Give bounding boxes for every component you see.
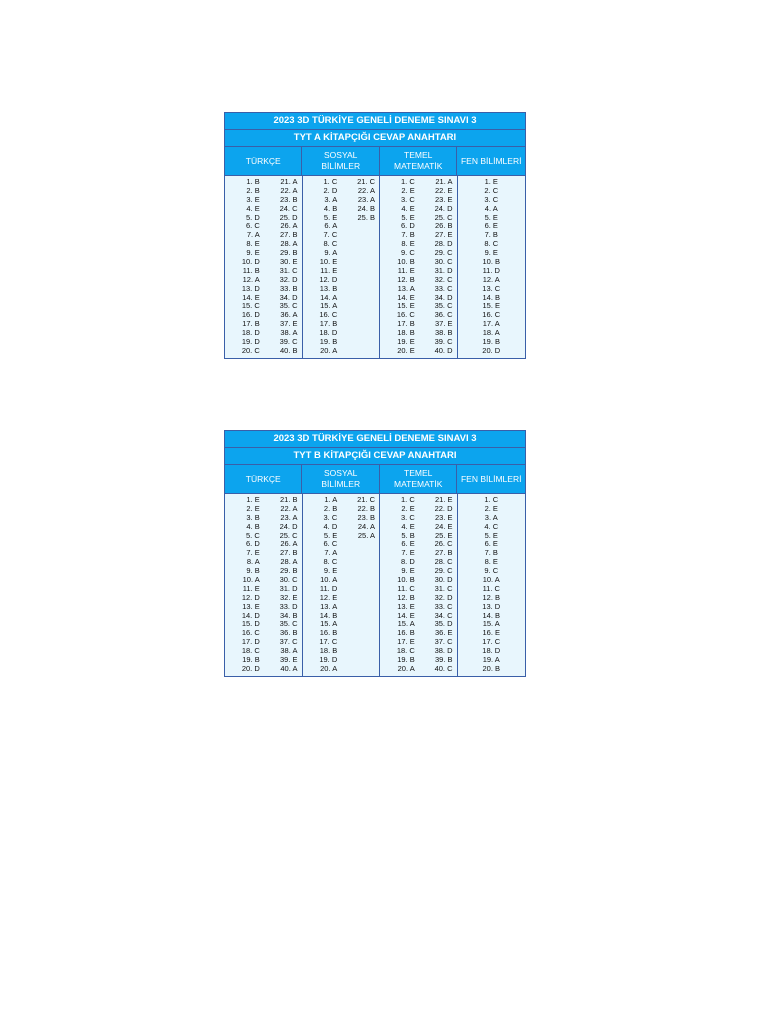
answer-item: 2. E — [401, 185, 415, 195]
answer-item: 30. C — [279, 575, 298, 585]
answer-item: 7. A — [246, 230, 260, 240]
answer-item: 39. E — [279, 655, 298, 665]
answer-item: 27. B — [279, 230, 298, 240]
answer-item: 21. C — [357, 495, 375, 504]
answer-item: 6. E — [484, 221, 498, 231]
answer-item: 20. A — [320, 345, 338, 355]
answer-item: 16. C — [396, 310, 415, 320]
answer-item: 18. B — [397, 328, 415, 338]
answer-key-card-b — [224, 430, 526, 677]
answer-item: 16. C — [241, 628, 260, 638]
answer-item: 12. D — [319, 274, 338, 284]
answer-item: 20. B — [482, 663, 500, 673]
answer-item: 35. C — [279, 301, 298, 311]
answer-item: 10. B — [397, 257, 415, 267]
header-fen-bilimleri: FEN BİLİMLERİ — [460, 155, 522, 166]
answer-item: 35. C — [434, 301, 453, 311]
answer-item: 4. B — [323, 203, 338, 213]
answer-item: 30. E — [279, 257, 298, 267]
answer-item: 16. D — [241, 310, 260, 320]
answer-item: 38. A — [280, 328, 298, 338]
answer-item: 13. D — [482, 601, 501, 611]
answer-item: 19. D — [241, 337, 260, 347]
answer-item: 19. B — [319, 337, 338, 347]
answer-item: 17. B — [242, 319, 260, 329]
header-turkce: TÜRKÇE — [225, 147, 302, 175]
answer-item: 33. C — [434, 283, 453, 293]
answer-item: 40. C — [434, 663, 453, 673]
answer-item: 4. A — [484, 203, 498, 213]
answer-item: 13. D — [241, 283, 260, 293]
answer-item: 16. B — [397, 628, 415, 638]
answer-column-matematik-2 — [419, 494, 458, 676]
answer-item: 15. D — [241, 619, 260, 629]
answer-item: 9. C — [400, 248, 415, 258]
answer-item: 23. E — [434, 512, 453, 522]
answer-item: 4. E — [401, 203, 415, 213]
answer-item: 12. B — [397, 274, 415, 284]
answer-item: 40. B — [279, 345, 298, 355]
answer-item: 33. D — [279, 601, 298, 611]
answer-item: 18. D — [241, 328, 260, 338]
answer-item: 37. C — [279, 637, 298, 647]
answer-item: 5. B — [401, 530, 415, 540]
answer-item: 6. E — [401, 539, 415, 549]
answer-item: 2. C — [484, 185, 499, 195]
answer-item: 13. A — [320, 601, 338, 611]
answer-item: 1. B — [246, 177, 260, 186]
answer-item: 4. B — [246, 521, 260, 531]
answer-item: 22. E — [434, 185, 453, 195]
answer-item: 5. E — [401, 212, 415, 222]
answer-item: 30. D — [434, 575, 453, 585]
answer-item: 9. E — [246, 248, 260, 258]
answer-item: 21. C — [357, 177, 375, 186]
answers-body — [225, 176, 525, 358]
answer-column-sosyal-2 — [341, 176, 380, 358]
answer-item: 31. C — [434, 583, 453, 593]
answer-item: 35. C — [279, 619, 298, 629]
answer-item: 10. A — [482, 575, 500, 585]
answer-item: 21. E — [434, 495, 453, 504]
answer-item: 16. B — [319, 628, 338, 638]
answer-item: 25. D — [279, 212, 298, 222]
answer-item: 39. C — [434, 337, 453, 347]
answers-body — [225, 494, 525, 676]
answer-column-sosyal-2 — [341, 494, 380, 676]
answer-item: 11. E — [397, 265, 415, 275]
answer-item: 10. B — [397, 575, 415, 585]
answer-item: 3. C — [400, 194, 415, 204]
answer-item: 9. B — [246, 566, 260, 576]
answer-item: 18. A — [482, 328, 500, 338]
answer-item: 20. D — [241, 663, 260, 673]
answer-item: 1. E — [246, 495, 260, 504]
answer-item: 13. A — [397, 283, 415, 293]
answer-item: 19. B — [242, 655, 260, 665]
answer-item: 12. B — [397, 592, 415, 602]
answer-item: 25. B — [357, 212, 375, 222]
answer-item: 26. B — [434, 221, 453, 231]
answer-item: 2. B — [246, 185, 260, 195]
answer-item: 14. B — [482, 292, 500, 302]
answer-item: 3. C — [400, 512, 415, 522]
answer-item: 36. B — [279, 628, 298, 638]
answer-item: 24. B — [357, 203, 375, 213]
answer-item: 25. C — [279, 530, 298, 540]
answer-item: 27. B — [279, 548, 298, 558]
answer-item: 31. D — [434, 265, 453, 275]
answer-item: 2. E — [484, 503, 498, 513]
answer-item: 12. B — [482, 592, 500, 602]
answer-item: 27. B — [434, 548, 453, 558]
answer-item: 9. C — [484, 566, 499, 576]
answer-item: 31. C — [279, 265, 298, 275]
answer-item: 12. D — [241, 592, 260, 602]
answer-item: 17. D — [241, 637, 260, 647]
answer-column-fen — [458, 176, 526, 358]
answer-item: 24. A — [357, 521, 375, 531]
answer-item: 6. C — [323, 539, 338, 549]
answer-item: 32. C — [434, 274, 453, 284]
answer-item: 20. E — [397, 345, 415, 355]
answer-column-turkce-1 — [225, 176, 264, 358]
answer-item: 5. C — [245, 530, 260, 540]
answer-item: 22. D — [434, 503, 453, 513]
answer-item: 16. C — [482, 310, 501, 320]
answer-item: 31. D — [279, 583, 298, 593]
answer-column-turkce-2 — [264, 494, 303, 676]
answer-item: 3. A — [324, 194, 338, 204]
answer-item: 2. E — [401, 503, 415, 513]
answer-item: 23. B — [357, 512, 375, 522]
answer-item: 3. B — [246, 512, 260, 522]
answer-item: 36. C — [434, 310, 453, 320]
exam-title: 2023 3D TÜRKİYE GENELİ DENEME SINAVI 3 — [225, 113, 525, 130]
answer-item: 11. B — [242, 265, 260, 275]
answer-item: 36. A — [280, 310, 298, 320]
answer-item: 35. D — [434, 619, 453, 629]
answer-item: 15. A — [397, 619, 415, 629]
answer-item: 34. D — [434, 292, 453, 302]
answer-item: 3. C — [323, 512, 338, 522]
answer-column-sosyal-1 — [303, 176, 342, 358]
answer-item: 7. E — [401, 548, 415, 558]
subject-header-row — [225, 147, 525, 176]
answer-item: 17. C — [482, 637, 501, 647]
answer-item: 6. A — [324, 221, 338, 231]
answer-item: 9. E — [484, 248, 498, 258]
answer-item: 5. E — [323, 212, 338, 222]
answer-item: 28. A — [280, 557, 298, 567]
answer-item: 32. E — [279, 592, 298, 602]
answer-item: 23. A — [280, 512, 298, 522]
answer-item: 26. C — [434, 539, 453, 549]
answer-item: 14. B — [482, 610, 500, 620]
answer-item: 5. E — [323, 530, 338, 540]
answer-item: 9. A — [324, 248, 338, 258]
answer-item: 15. C — [241, 301, 260, 311]
answer-item: 10. D — [241, 257, 260, 267]
answer-item: 20. A — [397, 663, 415, 673]
answer-item: 21. A — [435, 177, 453, 186]
answer-item: 40. D — [434, 345, 453, 355]
answer-item: 1. C — [484, 495, 499, 504]
header-turkce: TÜRKÇE — [225, 465, 302, 493]
answer-item: 17. B — [397, 319, 415, 329]
answer-item: 1. E — [484, 177, 498, 186]
answer-item: 6. D — [245, 539, 260, 549]
answer-item: 27. E — [434, 230, 453, 240]
answer-item: 16. C — [319, 310, 338, 320]
answer-item: 11. E — [320, 265, 338, 275]
answer-item: 11. C — [397, 583, 415, 593]
answer-item: 23. E — [434, 194, 453, 204]
answer-item: 22. A — [357, 185, 375, 195]
header-fen-bilimleri: FEN BİLİMLERİ — [460, 473, 522, 484]
answer-item: 22. B — [357, 503, 375, 513]
answer-item: 13. E — [242, 601, 260, 611]
answer-item: 38. A — [280, 646, 298, 656]
answer-item: 6. D — [400, 221, 415, 231]
answer-item: 28. D — [434, 239, 453, 249]
exam-title: 2023 3D TÜRKİYE GENELİ DENEME SINAVI 3 — [225, 431, 525, 448]
answer-item: 10. A — [320, 575, 338, 585]
answer-item: 5. E — [484, 530, 498, 540]
answer-item: 14. E — [397, 292, 415, 302]
answer-item: 18. C — [396, 646, 415, 656]
answer-item: 37. E — [279, 319, 298, 329]
answer-item: 34. B — [279, 610, 298, 620]
answer-item: 39. C — [279, 337, 298, 347]
answer-item: 18. B — [319, 646, 338, 656]
answer-item: 13. B — [319, 283, 338, 293]
answer-item: 14. B — [319, 610, 338, 620]
answer-item: 19. B — [397, 655, 415, 665]
answer-item: 1. C — [400, 495, 415, 504]
answer-item: 8. C — [323, 239, 338, 249]
answer-item: 30. C — [434, 257, 453, 267]
answer-column-matematik-1 — [380, 176, 419, 358]
answer-item: 10. B — [482, 257, 500, 267]
answer-item: 15. A — [482, 619, 500, 629]
answer-item: 8. E — [401, 239, 415, 249]
answer-item: 25. C — [434, 212, 453, 222]
answer-item: 11. E — [242, 583, 260, 593]
answer-item: 23. B — [279, 194, 298, 204]
answer-item: 19. D — [319, 655, 338, 665]
answer-item: 7. A — [324, 548, 338, 558]
answer-item: 18. D — [482, 646, 501, 656]
answer-item: 34. C — [434, 610, 453, 620]
answer-item: 14. D — [241, 610, 260, 620]
answer-item: 15. E — [482, 301, 500, 311]
answer-item: 7. E — [246, 548, 260, 558]
answer-item: 4. C — [484, 521, 499, 531]
answer-item: 2. B — [323, 503, 338, 513]
answer-item: 6. C — [245, 221, 260, 231]
answer-item: 11. D — [482, 265, 500, 275]
header-sosyal-bilimler: SOSYAL BİLİMLER — [302, 465, 379, 493]
answer-item: 13. C — [482, 283, 501, 293]
answer-item: 6. E — [484, 539, 498, 549]
answer-item: 22. A — [280, 185, 298, 195]
answer-item: 32. D — [279, 274, 298, 284]
answer-column-matematik-2 — [419, 176, 458, 358]
answer-item: 26. A — [280, 221, 298, 231]
answer-item: 15. A — [320, 619, 338, 629]
answer-item: 4. E — [246, 203, 260, 213]
answer-item: 19. E — [397, 337, 415, 347]
answer-item: 3. C — [484, 194, 499, 204]
answer-item: 8. D — [400, 557, 415, 567]
answer-item: 21. A — [280, 177, 298, 186]
answer-item: 33. C — [434, 601, 453, 611]
answer-column-turkce-1 — [225, 494, 264, 676]
answer-item: 7. C — [323, 230, 338, 240]
answer-item: 3. E — [246, 194, 260, 204]
answer-item: 4. D — [323, 521, 338, 531]
answer-item: 14. E — [397, 610, 415, 620]
header-temel-matematik: TEMEL MATEMATİK — [380, 465, 457, 493]
answer-item: 13. E — [397, 601, 415, 611]
answer-item: 34. D — [279, 292, 298, 302]
answer-item: 25. A — [357, 530, 375, 540]
answer-item: 16. E — [482, 628, 500, 638]
answer-key-card-a — [224, 112, 526, 359]
answer-column-sosyal-1 — [303, 494, 342, 676]
answer-item: 1. C — [323, 177, 338, 186]
answer-item: 14. A — [320, 292, 338, 302]
answer-item: 24. C — [279, 203, 298, 213]
answer-column-fen — [458, 494, 526, 676]
answer-item: 22. A — [280, 503, 298, 513]
answer-item: 24. D — [434, 203, 453, 213]
answer-item: 24. D — [279, 521, 298, 531]
booklet-title: TYT B KİTAPÇIĞI CEVAP ANAHTARI — [225, 448, 525, 465]
answer-item: 17. A — [482, 319, 500, 329]
answer-item: 24. E — [434, 521, 453, 531]
answer-item: 15. A — [320, 301, 338, 311]
answer-column-matematik-1 — [380, 494, 419, 676]
answer-item: 17. C — [319, 637, 338, 647]
answer-item: 23. A — [357, 194, 375, 204]
answer-item: 8. A — [246, 557, 260, 567]
answer-item: 38. B — [434, 328, 453, 338]
answer-item: 37. C — [434, 637, 453, 647]
answer-item: 20. C — [241, 345, 260, 355]
answer-item: 36. E — [434, 628, 453, 638]
answer-item: 2. E — [246, 503, 260, 513]
answer-item: 20. A — [320, 663, 338, 673]
header-temel-matematik: TEMEL MATEMATİK — [380, 147, 457, 175]
answer-item: 20. D — [482, 345, 501, 355]
answer-item: 7. B — [484, 230, 498, 240]
answer-item: 29. B — [279, 248, 298, 258]
answer-item: 12. A — [482, 274, 500, 284]
answer-item: 1. A — [324, 495, 338, 504]
answer-item: 29. B — [279, 566, 298, 576]
answer-item: 29. C — [434, 248, 453, 258]
answer-item: 33. B — [279, 283, 298, 293]
answer-item: 9. E — [323, 566, 338, 576]
answer-item: 8. E — [246, 239, 260, 249]
answer-item: 8. C — [323, 557, 338, 567]
answer-item: 7. B — [484, 548, 498, 558]
answer-item: 7. B — [401, 230, 415, 240]
answer-item: 37. E — [434, 319, 453, 329]
answer-item: 17. B — [319, 319, 338, 329]
answer-column-turkce-2 — [264, 176, 303, 358]
answer-item: 32. D — [434, 592, 453, 602]
answer-item: 25. E — [434, 530, 453, 540]
answer-item: 18. D — [319, 328, 338, 338]
answer-item: 5. E — [484, 212, 498, 222]
answer-item: 9. E — [401, 566, 415, 576]
answer-item: 1. C — [400, 177, 415, 186]
answer-item: 19. B — [482, 337, 500, 347]
header-sosyal-bilimler: SOSYAL BİLİMLER — [302, 147, 379, 175]
answer-item: 4. E — [401, 521, 415, 531]
answer-item: 21. B — [279, 495, 298, 504]
answer-item: 29. C — [434, 566, 453, 576]
answer-item: 11. D — [319, 583, 338, 593]
answer-item: 15. E — [397, 301, 415, 311]
answer-item: 14. E — [242, 292, 260, 302]
answer-item: 12. E — [319, 592, 338, 602]
answer-item: 40. A — [280, 663, 298, 673]
answer-item: 26. A — [280, 539, 298, 549]
answer-item: 8. C — [484, 239, 499, 249]
answer-item: 10. A — [242, 575, 260, 585]
answer-item: 38. D — [434, 646, 453, 656]
subject-header-row — [225, 465, 525, 494]
answer-item: 28. C — [434, 557, 453, 567]
answer-item: 10. E — [319, 257, 338, 267]
answer-item: 18. C — [241, 646, 260, 656]
booklet-title: TYT A KİTAPÇIĞI CEVAP ANAHTARI — [225, 130, 525, 147]
answer-item: 5. D — [245, 212, 260, 222]
answer-item: 17. E — [397, 637, 415, 647]
answer-item: 8. E — [484, 557, 498, 567]
answer-item: 12. A — [242, 274, 260, 284]
answer-item: 39. B — [434, 655, 453, 665]
answer-item: 28. A — [280, 239, 298, 249]
answer-item: 3. A — [484, 512, 498, 522]
answer-item: 11. C — [482, 583, 500, 593]
answer-item: 2. D — [323, 185, 338, 195]
answer-item: 19. A — [482, 655, 500, 665]
